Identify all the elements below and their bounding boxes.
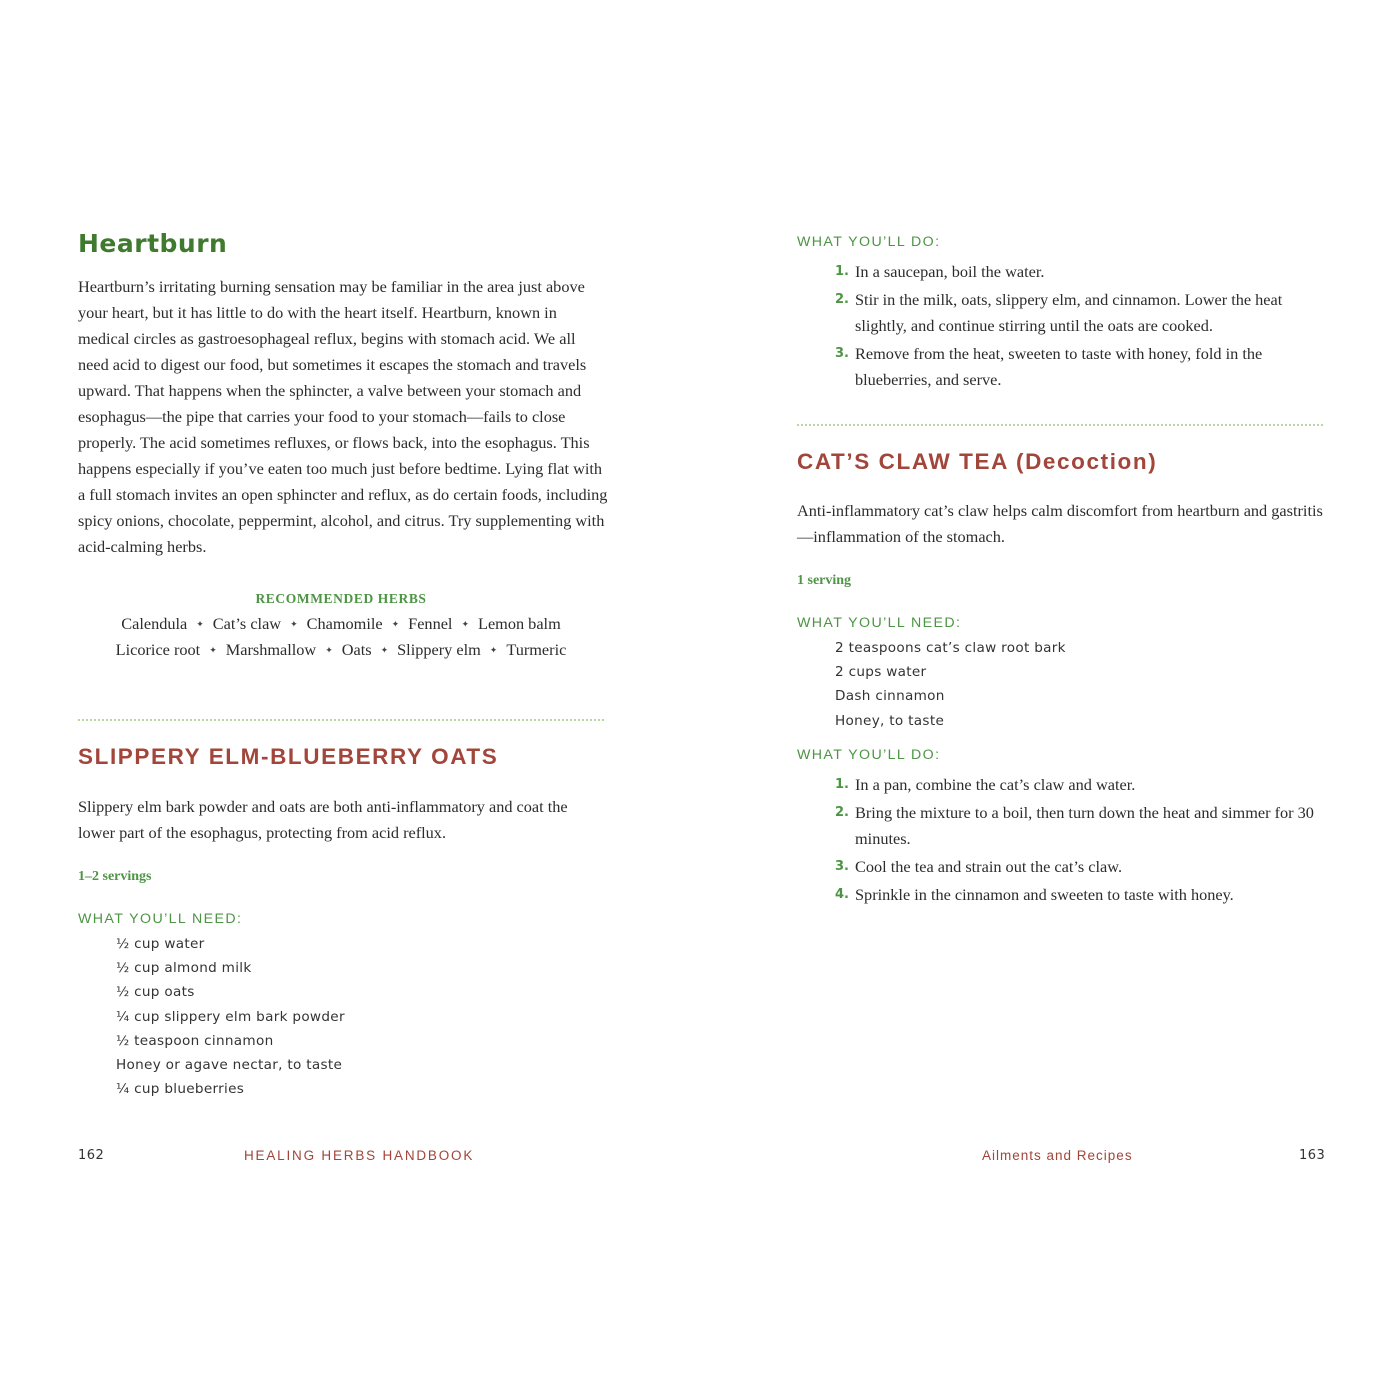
step-text: In a saucepan, boil the water. <box>855 262 1045 281</box>
step-number: 4. <box>835 887 849 902</box>
herb-name: Slippery elm <box>397 640 481 659</box>
servings: 1–2 servings <box>78 869 152 884</box>
ingredient-item: 2 teaspoons cat’s claw root bark <box>835 640 1066 656</box>
herb-name: Oats <box>341 640 372 659</box>
ingredient-item: ½ cup almond milk <box>116 960 252 977</box>
herb-name: Chamomile <box>306 614 383 633</box>
step-number: 3. <box>835 346 849 361</box>
section-divider <box>78 719 604 721</box>
bullet-separator: ✦ <box>325 645 333 655</box>
bullet-separator: ✦ <box>380 645 389 655</box>
step-item <box>835 287 1325 339</box>
recipe-description: Slippery elm bark powder and oats are both anti-inflammatory and coat the lower part of the esophagus, protecting from acid reflux. <box>78 797 568 842</box>
herb-name: Fennel <box>408 614 453 633</box>
ingredient-item: Honey or agave nectar, to taste <box>116 1056 343 1073</box>
ingredient-item: 2 cups water <box>835 664 927 681</box>
recipe-title: CAT’S CLAW TEA (Decoction) <box>797 449 1158 474</box>
ingredient-list <box>116 932 345 1101</box>
herb-name: Lemon balm <box>478 614 561 633</box>
recipe-title: SLIPPERY ELM-BLUEBERRY OATS <box>78 744 499 769</box>
ingredient-list <box>835 636 1066 733</box>
bullet-separator: ✦ <box>209 645 217 655</box>
bullet-separator: ✦ <box>461 619 469 629</box>
step-text: Cool the tea and strain out the cat’s claw. <box>855 857 1123 876</box>
step-number: 3. <box>835 859 849 874</box>
intro-paragraph: Heartburn’s irritating burning sensation may be familiar in the area just above your heart, but it has little to do with the heart itself. Heartburn, known in medical circles as gastroesophageal reflux, begins with stomach acid. We all need acid to digest our food, but sometimes it escapes the stomach and travels upward. That happens when the sphincter, a valve between your stomach and esophagus—the pipe that carries your food to your stomach—fails to close properly. The acid sometimes refluxes, or flows back, into the esophagus. This happens especially if you’ve eaten too much just before bedtime. Lying flat with a full stomach invites an open sphincter and reflux, as do certain foods, including spicy onions, chocolate, peppermint, alcohol, and citrus. Try supplementing with acid-calming herbs. <box>78 277 608 556</box>
what-you-need-label: WHAT YOU’LL NEED: <box>78 911 243 927</box>
book-title: HEALING HERBS HANDBOOK <box>244 1148 475 1163</box>
herb-name: Licorice root <box>115 640 201 659</box>
herb-name: Cat’s claw <box>212 614 282 633</box>
step-number: 1. <box>835 264 849 279</box>
page-number: 162 <box>78 1148 105 1163</box>
what-you-do-label: WHAT YOU’LL DO: <box>797 747 941 763</box>
ingredient-item: ¼ cup slippery elm bark powder <box>116 1008 345 1025</box>
step-list <box>835 259 1325 393</box>
section-title: Ailments and Recipes <box>982 1148 1133 1163</box>
ingredient-item: ½ teaspoon cinnamon <box>116 1032 274 1049</box>
step-item <box>835 341 1325 393</box>
step-text: In a pan, combine the cat’s claw and water. <box>855 775 1136 794</box>
what-you-need-label: WHAT YOU’LL NEED: <box>797 615 962 631</box>
section-heading: Heartburn <box>78 229 228 258</box>
step-item <box>835 854 1325 880</box>
step-text: Stir in the milk, oats, slippery elm, and cinnamon. Lower the heat slightly, and continue stirring until the oats are cooked. <box>855 290 1283 335</box>
herb-name: Turmeric <box>506 640 567 659</box>
recipe-description: Anti-inflammatory cat’s claw helps calm discomfort from heartburn and gastritis—inflammation of the stomach. <box>797 501 1323 546</box>
ingredient-item: Dash cinnamon <box>835 688 945 705</box>
servings: 1 serving <box>797 573 852 588</box>
ingredient-item: ½ cup water <box>116 936 205 952</box>
ingredient-item: Honey, to taste <box>835 712 945 729</box>
step-item <box>835 800 1325 852</box>
ingredient-item: ¼ cup blueberries <box>116 1081 245 1098</box>
step-list <box>835 772 1325 908</box>
step-number: 1. <box>835 777 849 792</box>
step-text: Remove from the heat, sweeten to taste with honey, fold in the blueberries, and serve. <box>855 344 1263 389</box>
herb-name: Calendula <box>121 614 188 633</box>
step-item <box>835 882 1325 908</box>
herb-name: Marshmallow <box>225 640 317 659</box>
bullet-separator: ✦ <box>489 645 498 655</box>
bullet-separator: ✦ <box>290 619 298 629</box>
step-item <box>835 259 1325 285</box>
section-divider <box>797 424 1323 426</box>
bullet-separator: ✦ <box>196 619 204 629</box>
step-text: Bring the mixture to a boil, then turn down the heat and simmer for 30 minutes. <box>855 803 1314 848</box>
step-number: 2. <box>835 292 849 307</box>
step-number: 2. <box>835 805 849 820</box>
step-item <box>835 772 1325 798</box>
page-number: 163 <box>1299 1148 1326 1163</box>
ingredient-item: ½ cup oats <box>116 984 195 1001</box>
recommended-herbs-title: RECOMMENDED HERBS <box>255 591 427 606</box>
herbs-row-1 <box>78 614 604 634</box>
what-you-do-label: WHAT YOU’LL DO: <box>797 234 941 250</box>
step-text: Sprinkle in the cinnamon and sweeten to taste with honey. <box>855 885 1234 904</box>
bullet-separator: ✦ <box>391 619 400 629</box>
herbs-row-2 <box>78 640 604 660</box>
